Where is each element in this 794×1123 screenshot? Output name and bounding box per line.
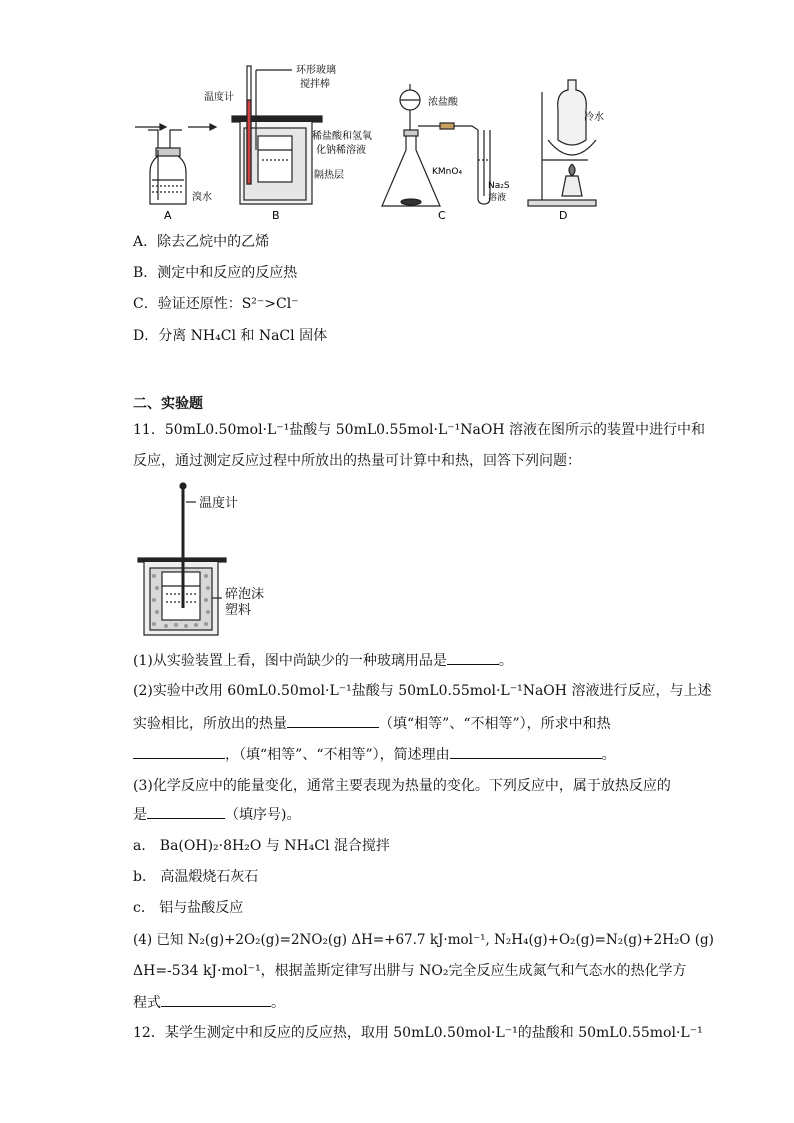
- label-na2s-1: Na₂S: [488, 181, 510, 191]
- answer-blank-2[interactable]: [287, 713, 379, 728]
- label-kmno4: KMnO₄: [432, 167, 463, 177]
- q11-p4-c2: 。: [271, 995, 285, 1011]
- answer-blank-3[interactable]: [133, 744, 225, 759]
- choice-b: b． 高温煅烧石灰石: [133, 869, 259, 885]
- option-d: D．分离 NH₄Cl 和 NaCl 固体: [133, 328, 328, 344]
- q11-p2-c1: ，（填“相等”、“不相等”），简述理由: [225, 747, 450, 763]
- label-solution-2: 化钠稀溶液: [316, 145, 366, 156]
- label-na2s-2: 溶液: [488, 193, 507, 203]
- option-a: A．除去乙烷中的乙烯: [133, 234, 270, 250]
- label-thermometer: 温度计: [199, 496, 239, 511]
- q11-part3-b: [133, 804, 300, 825]
- label-c: C: [438, 209, 446, 222]
- label-cold-water: 冷水: [584, 112, 604, 123]
- q11-line1: 11．50mL0.50mol·L⁻¹盐酸与 50mL0.55mol·L⁻¹NaOH 溶液在图所示的装置中进行中和: [133, 422, 705, 438]
- q11-p4-c1: 程式: [133, 995, 161, 1011]
- q11-part4-a: (4) 已知 N₂(g)+2O₂(g)=2NO₂(g) ΔH=+67.7 kJ·mol⁻¹, N₂H₄(g)+O₂(g)=N₂(g)+2H₂O (g): [133, 932, 714, 948]
- label-d: D: [559, 209, 568, 222]
- label-a: A: [164, 209, 172, 222]
- answer-blank-5[interactable]: [147, 804, 225, 819]
- q11-part1: [133, 650, 513, 671]
- q11-p1-text: (1)从实验装置上看，图中尚缺少的一种玻璃用品是: [133, 653, 447, 669]
- label-foam-1: 碎泡沫: [225, 587, 265, 602]
- option-c: C．验证还原性：S²⁻>Cl⁻: [133, 296, 299, 312]
- q12-line1: 12．某学生测定中和反应的反应热，取用 50mL0.50mol·L⁻¹的盐酸和 50mL0.55mol·L⁻¹: [133, 1025, 703, 1041]
- label-insulation: 隔热层: [314, 170, 344, 181]
- q11-part2-c: [133, 744, 616, 765]
- label-conc-hcl: 浓盐酸: [428, 97, 458, 108]
- section-title: 二、实验题: [133, 396, 203, 412]
- choice-a: a． Ba(OH)₂·8H₂O 与 NH₄Cl 混合搅拌: [133, 838, 390, 854]
- label-solution-1: 稀盐酸和氢氧: [312, 131, 372, 142]
- label-stirrer-1: 环形玻璃: [296, 65, 336, 76]
- q11-p2-b2: （填“相等”、“不相等”），所求中和热: [379, 716, 611, 732]
- q11-p1-end: 。: [498, 653, 513, 669]
- q11-part3-a: (3)化学反应中的能量变化，通常主要表现为热量的变化。下列反应中，属于放热反应的: [133, 778, 671, 794]
- q11-part2-b: [133, 713, 611, 734]
- answer-blank-4[interactable]: [450, 744, 602, 759]
- q11-part4-b: ΔH=-534 kJ·mol⁻¹，根据盖斯定律写出肼与 NO₂完全反应生成氮气和气态水的热化学方: [133, 963, 687, 979]
- apparatus-figure: [0, 0, 794, 230]
- label-foam-2: 塑料: [225, 603, 252, 618]
- q11-p2-c2: 。: [601, 747, 616, 763]
- apparatus-d: [528, 80, 596, 206]
- label-thermometer-b: 温度计: [204, 92, 234, 103]
- q11-part4-c: [133, 992, 285, 1013]
- answer-blank-6[interactable]: [161, 992, 271, 1007]
- choice-c: c． 铝与盐酸反应: [133, 900, 244, 916]
- q11-p3-b2: （填序号)。: [225, 807, 301, 823]
- q11-line2: 反应，通过测定反应过程中所放出的热量可计算中和热，回答下列问题：: [133, 453, 581, 469]
- option-b: B．测定中和反应的反应热: [133, 265, 298, 281]
- label-bromine-water: 溴水: [192, 192, 212, 203]
- q11-part2-a: (2)实验中改用 60mL0.50mol·L⁻¹盐酸与 50mL0.55mol·L⁻¹NaOH 溶液进行反应，与上述: [133, 683, 712, 699]
- answer-blank-1[interactable]: [447, 650, 499, 665]
- q11-p2-b1: 实验相比，所放出的热量: [133, 716, 287, 732]
- label-stirrer-2: 搅拌棒: [300, 79, 330, 90]
- label-b: B: [272, 209, 280, 222]
- q11-p3-b1: 是: [133, 807, 147, 823]
